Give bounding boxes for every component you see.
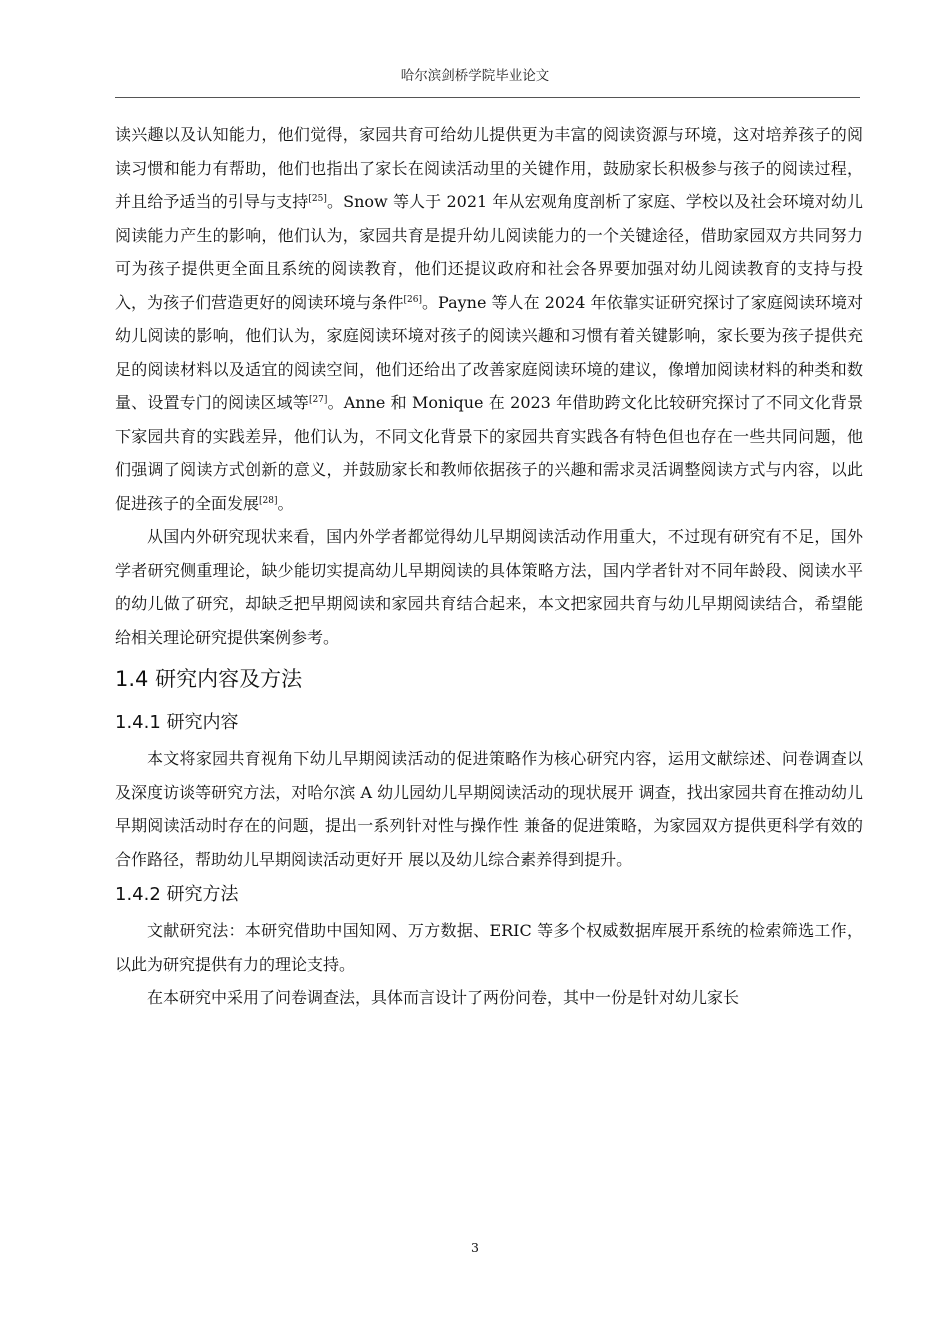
paragraph-research-summary: 从国内外研究现状来看，国内外学者都觉得幼儿早期阅读活动作用重大，不过现有研究有不足，国外学者研究侧重理论，缺少能切实提高幼儿早期阅读的具体策略方法，国内学者针对不同年龄段、阅读水平的幼儿做了研究，却缺乏把早期阅读和家园共育结合起来，本文把家园共育与幼儿早期阅读结合，希望能给相关理论研究提供案例参考。: [115, 527, 863, 647]
subsection-heading-1-4-1: 1.4.1 研究内容: [115, 712, 239, 733]
citation-26: [26]: [403, 294, 422, 305]
page-header: 哈尔滨剑桥学院毕业论文: [400, 68, 550, 84]
section-heading-1-4: 1.4 研究内容及方法: [115, 667, 303, 691]
page-number: 3: [471, 1240, 479, 1255]
citation-28: [28]: [259, 495, 278, 506]
paragraph-foreign-research: [115, 118, 863, 520]
paragraph-text: 。Anne 和 Monique 在 2023 年借助跨文化比较研究探讨了不同文化背景下家园共育的实践差异，他们认为，不同文化背景下的家园共育实践各有特色但也存在一些共同问题，他们强调了阅读方式创新的意义，并鼓励家长和教师依据孩子的兴趣和需求灵活调整阅读方式与内容，以此促进孩子的全面发展: [115, 393, 863, 513]
paragraph-text: 。Snow 等人于 2021 年从宏观角度剖析了家庭、学校以及社会环境对幼儿阅读能力产生的影响，他们认为，家园共育是提升幼儿阅读能力的一个关键途径，借助家园双方共同努力可为孩子提供更全面且系统的阅读教育，他们还提议政府和社会各界要加强对幼儿阅读教育的支持与投入，为孩子们营造更好的阅读环境与条件: [115, 192, 863, 312]
citation-27: [27]: [308, 395, 328, 405]
paragraph-research-content: 本文将家园共育视角下幼儿早期阅读活动的促进策略作为核心研究内容，运用文献综述、问卷调查以及深度访谈等研究方法，对哈尔滨 A 幼儿园幼儿早期阅读活动的现状展开 调查，找出家园共育在推动幼儿早期阅读活动时存在的问题，提出一系列针对性与操作性 兼备的促进策略，为家园双方提供更科学有效的合作路径，帮助幼儿早期阅读活动更好开 展以及幼儿综合素养得到提升。: [115, 749, 863, 869]
paragraph-text: 读兴趣以及认知能力，他们觉得，家园共育可给幼儿提供更为丰富的阅读资源与环境，这对培养孩子的阅读习惯和能力有帮助，他们也指出了家长在阅读活动里的关键作用，鼓励家长积极参与孩子的阅读过程，并且给予适当的引导与支持: [115, 125, 863, 211]
paragraph-questionnaire-method: 在本研究中采用了问卷调查法，具体而言设计了两份问卷，其中一份是针对幼儿家长: [147, 988, 740, 1007]
page-body: [115, 118, 863, 1015]
paragraph-literature-method: 文献研究法：本研究借助中国知网、万方数据、ERIC 等多个权威数据库展开系统的检索筛选工作，以此为研究提供有力的理论支持。: [115, 921, 863, 974]
subsection-heading-1-4-2: 1.4.2 研究方法: [115, 884, 239, 905]
header-divider: [115, 97, 860, 98]
paragraph-text: 。: [277, 493, 294, 513]
paragraph-text: 。Payne 等人在 2024 年依靠实证研究探讨了家庭阅读环境对幼儿阅读的影响，他们认为，家庭阅读环境对孩子的阅读兴趣和习惯有着关键影响，家长要为孩子提供充足的阅读材料以及适宜的阅读空间，他们还给出了改善家庭阅读环境的建议，像增加阅读材料的种类和数量、设置专门的阅读区域等: [115, 292, 863, 412]
citation-25: [25]: [308, 194, 327, 204]
